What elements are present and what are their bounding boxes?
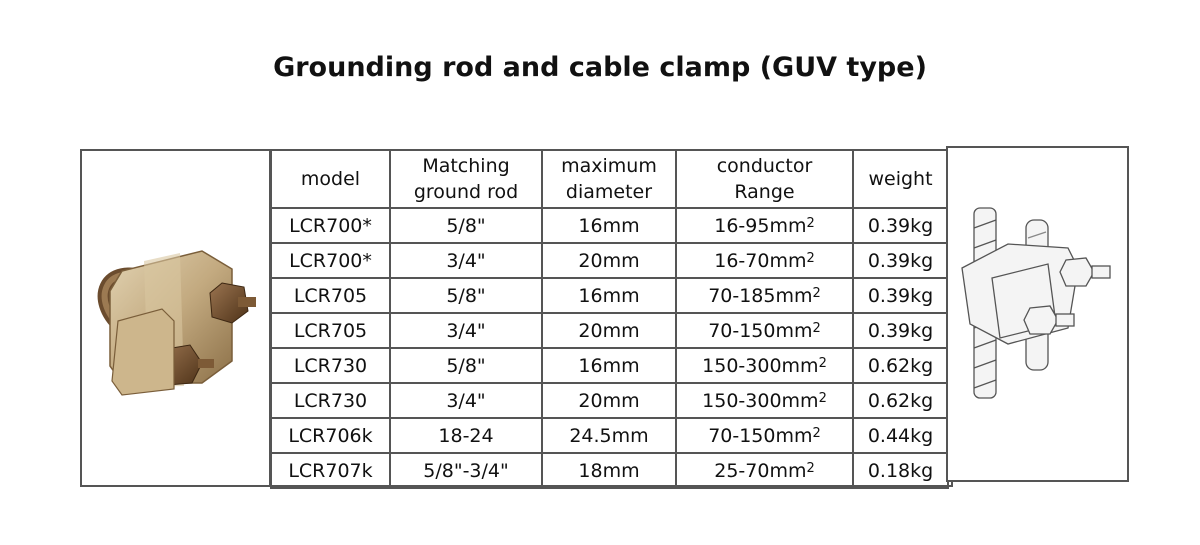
rod-cell [390,278,542,313]
diameter-cell-text: 16mm [578,214,640,237]
unit-exponent: 2 [806,250,815,266]
unit-exponent: 2 [806,215,815,231]
weight-cell-text: 0.39kg [867,214,934,237]
model-cell-text: LCR706k [288,424,373,447]
column-header-line: Range [734,181,795,203]
weight-cell-text: 0.62kg [867,389,934,412]
unit-exponent: 2 [812,285,821,301]
range-cell [676,383,853,418]
model-cell-text: LCR700* [289,249,372,272]
model-cell-text: LCR700* [289,214,372,237]
diameter-cell-text: 18mm [578,459,640,482]
unit-exponent: 2 [812,425,821,441]
weight-cell [853,278,948,313]
model-cell-text: LCR707k [288,459,373,482]
range-cell [676,313,853,348]
column-header-line: weight [868,168,933,190]
clamp-line-drawing [948,148,1127,480]
table-row [271,383,948,418]
diameter-cell [542,278,676,313]
range-cell-text: 70-150mm [708,424,813,447]
drawing-cell [946,146,1129,482]
rod-cell [390,243,542,278]
rod-cell-text: 5/8"-3/4" [423,459,509,482]
rod-cell [390,313,542,348]
unit-exponent: 2 [806,460,815,476]
range-cell-text: 150-300mm [702,389,819,412]
column-header-line: conductor [716,155,813,177]
column-header [271,150,390,208]
weight-cell-text: 0.44kg [867,424,934,447]
range-cell-text: 150-300mm [702,354,819,377]
table-row [271,208,948,243]
model-cell [271,348,390,383]
diameter-cell-text: 20mm [578,249,640,272]
diameter-cell [542,418,676,453]
table-row [271,278,948,313]
model-cell [271,383,390,418]
model-cell-text: LCR705 [293,319,368,342]
rod-cell-text: 5/8" [446,284,486,307]
rod-cell-text: 3/4" [446,249,486,272]
spec-table [270,149,949,489]
rod-cell [390,453,542,488]
table-header-row [271,150,948,208]
model-cell-text: LCR705 [293,284,368,307]
range-cell-text: 16-95mm [714,214,807,237]
rod-cell-text: 5/8" [446,354,486,377]
table-row [271,243,948,278]
unit-exponent: 2 [818,355,827,371]
rod-cell-text: 5/8" [446,214,486,237]
rod-cell [390,348,542,383]
diameter-cell-text: 16mm [578,284,640,307]
diameter-cell-text: 20mm [578,389,640,412]
range-cell [676,208,853,243]
photo-cell [80,149,271,487]
diameter-cell [542,243,676,278]
model-cell [271,418,390,453]
column-header-line: maximum [561,155,657,177]
diameter-cell-text: 20mm [578,319,640,342]
weight-cell [853,453,948,488]
rod-cell-text: 3/4" [446,319,486,342]
range-cell-text: 70-185mm [708,284,813,307]
table-row [271,453,948,488]
diameter-cell [542,383,676,418]
column-header-line: Matching [422,155,510,177]
weight-cell [853,243,948,278]
rod-cell-text: 3/4" [446,389,486,412]
model-cell-text: LCR730 [293,389,368,412]
range-cell-text: 70-150mm [708,319,813,342]
clamp-photo [82,151,269,485]
range-cell-text: 25-70mm [714,459,807,482]
table-body [271,208,948,488]
page-title: Grounding rod and cable clamp (GUV type) [273,52,927,83]
weight-cell-text: 0.39kg [867,249,934,272]
table-row [271,348,948,383]
model-cell [271,278,390,313]
diameter-cell [542,453,676,488]
weight-cell-text: 0.39kg [867,319,934,342]
range-cell [676,348,853,383]
column-header [853,150,948,208]
range-cell [676,418,853,453]
rod-cell-text: 18-24 [438,424,494,447]
weight-cell [853,418,948,453]
model-cell [271,208,390,243]
table-row [271,313,948,348]
rod-cell [390,418,542,453]
diameter-cell-text: 16mm [578,354,640,377]
rod-cell [390,208,542,243]
column-header-line: ground rod [413,181,519,203]
unit-exponent: 2 [812,320,821,336]
diameter-cell-text: 24.5mm [569,424,649,447]
diameter-cell [542,313,676,348]
weight-cell-text: 0.62kg [867,354,934,377]
range-cell [676,243,853,278]
weight-cell [853,383,948,418]
model-cell [271,313,390,348]
model-cell [271,453,390,488]
range-cell-text: 16-70mm [714,249,807,272]
weight-cell [853,313,948,348]
weight-cell-text: 0.18kg [867,459,934,482]
column-header-line: diameter [565,181,653,203]
diameter-cell [542,208,676,243]
weight-cell-text: 0.39kg [867,284,934,307]
model-cell-text: LCR730 [293,354,368,377]
column-header-line: model [300,168,361,190]
column-header [542,150,676,208]
weight-cell [853,208,948,243]
unit-exponent: 2 [818,390,827,406]
range-cell [676,453,853,488]
weight-cell [853,348,948,383]
model-cell [271,243,390,278]
diameter-cell [542,348,676,383]
column-header [676,150,853,208]
table-row [271,418,948,453]
range-cell [676,278,853,313]
rod-cell [390,383,542,418]
column-header [390,150,542,208]
